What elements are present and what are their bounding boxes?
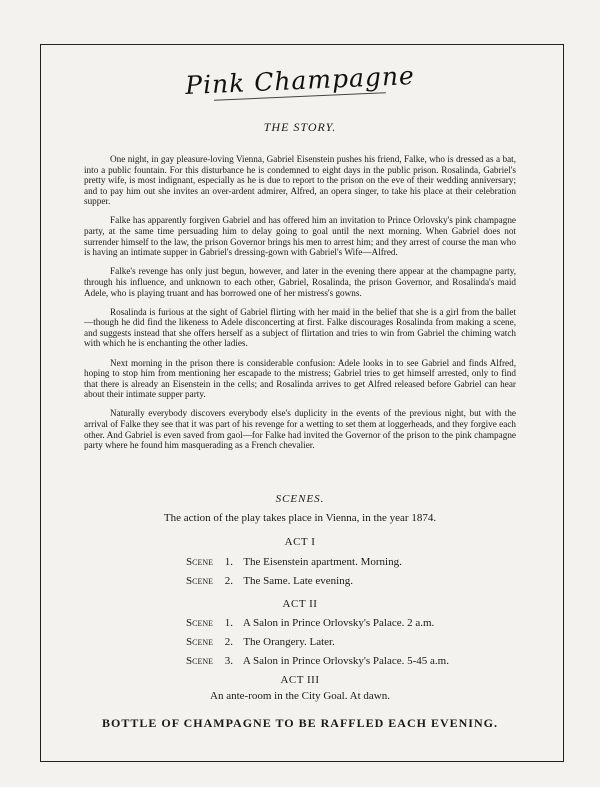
document-title: Pink Champagne	[184, 61, 416, 100]
scene-label: Scene	[186, 617, 214, 629]
act-1-heading: ACT I	[284, 536, 316, 548]
scene-description: A Salon in Prince Orlovsky's Palace. 2 a.m.	[242, 617, 435, 629]
scene-description: A Salon in Prince Orlovsky's Palace. 5-45 a.m.	[242, 655, 449, 667]
scene-row	[186, 655, 449, 667]
story-paragraph: Falke's revenge has only just begun, however, and later in the evening there appear at the champagne party, through his influence, and unknown to each other, Gabriel, Rosalinda, the prison Governor, and Rosalinda's maid Adele, who is playing truant and has borrowed one of her mistress's gowns.	[84, 266, 516, 298]
act-3-heading: ACT III	[280, 674, 320, 686]
scene-label: Scene	[186, 655, 214, 667]
act-3-setting: An ante-room in the City Goal. At dawn.	[210, 690, 390, 702]
scene-number: 3.	[224, 655, 233, 667]
scenes-heading: SCENES.	[275, 493, 325, 505]
story-body	[84, 154, 516, 459]
scene-label: Scene	[186, 556, 214, 568]
story-paragraph: Falke has apparently forgiven Gabriel and has offered him an invitation to Prince Orlovsky's pink champagne party, at the same time persuading him to delay going to goal until the next morning. When Gabriel does not surrender himself to the law, the prison Governor brings his men to arrest him; and they arrest of course the man who is having an intimate supper in Gabriel's dressing-gown with Gabriel's Wife—Alfred.	[84, 215, 516, 258]
scene-description: The Same. Late evening.	[243, 575, 353, 587]
story-paragraph: One night, in gay pleasure-loving Vienna, Gabriel Eisenstein pushes his friend, Falke, who is dressed as a bat, into a public fountain. For this disturbance he is condemned to eight days in the public prison. Rosalinda, Gabriel's pretty wife, is most indignant, especially as he is due to report to the prison on the eve of their wedding anniversary; and to pay him out she invites an over-ardent admirer, Alfred, an opera singer, to take his place at their celebration supper.	[84, 154, 516, 207]
scene-label: Scene	[186, 636, 214, 648]
scene-number: 2.	[224, 575, 233, 587]
scene-number: 1.	[224, 617, 233, 629]
scene-description: The Eisenstein apartment. Morning.	[243, 556, 402, 568]
scene-label: Scene	[186, 575, 214, 587]
scene-row	[186, 556, 402, 568]
scene-number: 1.	[224, 556, 233, 568]
scene-row	[186, 636, 335, 648]
scene-number: 2.	[224, 636, 233, 648]
setting-line: The action of the play takes place in Vienna, in the year 1874.	[163, 512, 437, 524]
raffle-notice: BOTTLE OF CHAMPAGNE TO BE RAFFLED EACH EVENING.	[102, 716, 498, 730]
story-paragraph: Rosalinda is furious at the sight of Gabriel flirting with her maid in the belief that she is a girl from the ballet—though he did find the likeness to Adele disconcerting at first. Falke discourages Rosalinda from making a scene, and suggests instead that she offers herself as a subject of flirtation and tries to win from Gabriel the chiming watch with which he is enchanting the other ladies.	[84, 306, 516, 349]
story-paragraph: Next morning in the prison there is considerable confusion: Adele looks in to see Gabriel and finds Alfred, hoping to stop him from mentioning her escapade to the mistress; Gabriel tries to get himself arrested, only to find that there is already an Eisenstein in the cells; and Rosalinda arrives to get Alfred released before Gabriel can hear about their intimate supper party.	[84, 357, 516, 400]
scene-row	[186, 575, 353, 587]
scene-row	[186, 617, 434, 629]
scene-description: The Orangery. Later.	[243, 636, 335, 648]
story-heading: THE STORY.	[263, 120, 337, 134]
story-paragraph: Naturally everybody discovers everybody else's duplicity in the events of the previous night, but with the arrival of Falke they see that it was part of his revenge for a wetting to set them at loggerheads, and they forgive each other. And Gabriel is even saved from gaol—for Falke had invited the Governor of the prison to the pink champagne party where he found him masquerading as a French chevalier.	[84, 408, 516, 451]
act-2-heading: ACT II	[282, 598, 318, 610]
